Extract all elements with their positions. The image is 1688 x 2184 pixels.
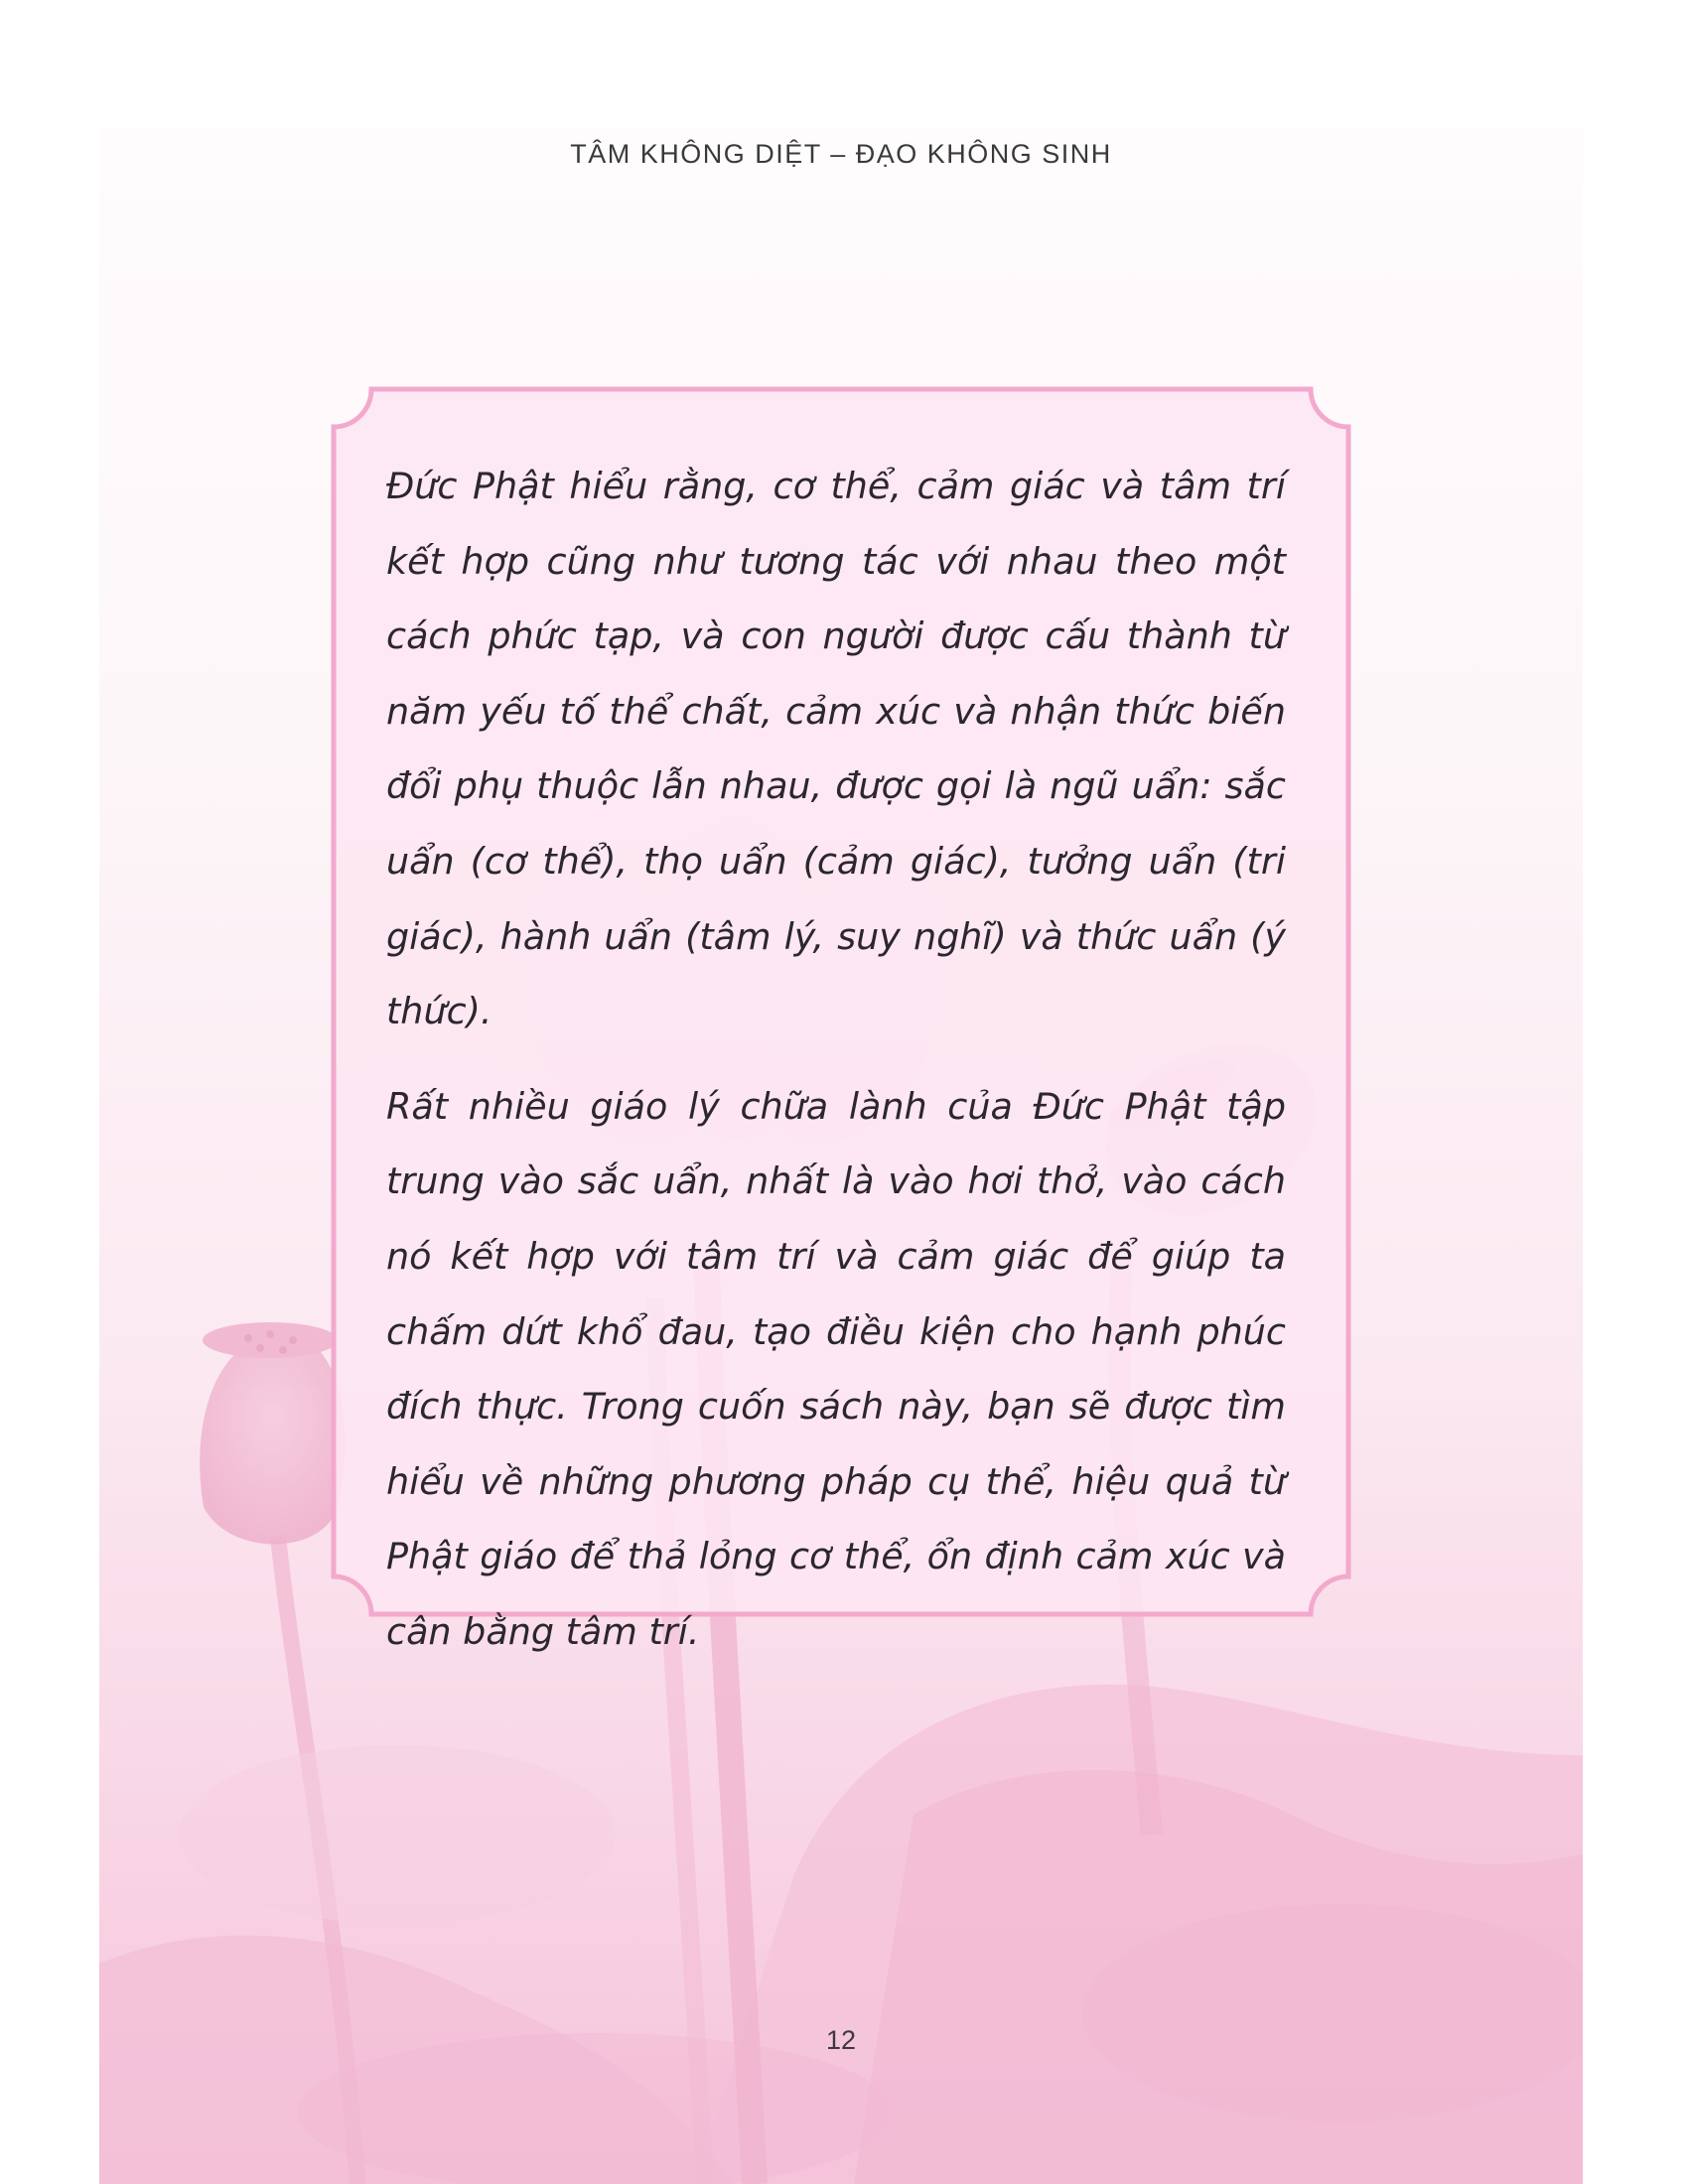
running-head: TÂM KHÔNG DIỆT – ĐẠO KHÔNG SINH	[570, 139, 1112, 169]
lotus-pod	[200, 1322, 345, 1545]
paragraph: Đức Phật hiểu rằng, cơ thể, cảm giác và tâm trí kết hợp cũng như tương tác với nhau theo một cách phức tạp, và con người được cấu thành từ năm yếu tố thể chất, cảm xúc và nhận thức biến đổi phụ thuộc lẫn nhau, được gọi là ngũ uẩn: sắc uẩn (cơ thể), thọ uẩn (cảm giác), tưởng uẩn (tri giác), hành uẩn (tâm lý, suy nghĩ) và thức uẩn (ý thức).	[386, 465, 1286, 1033]
frame-body-text	[386, 449, 1286, 1670]
page-number: 12	[825, 2025, 857, 2055]
text-frame	[328, 383, 1354, 1653]
paragraph: Rất nhiều giáo lý chữa lành của Đức Phật tập trung vào sắc uẩn, nhất là vào hơi thở, vào cách nó kết hợp với tâm trí và cảm giác để giúp ta chấm dứt khổ đau, tạo điều kiện cho hạnh phúc đích thực. Trong cuốn sách này, bạn sẽ được tìm hiểu về những phương pháp cụ thể, hiệu quả từ Phật giáo để thả lỏng cơ thể, ổn định cảm xúc và cân bằng tâm trí.	[386, 1084, 1286, 1653]
book-page	[99, 127, 1583, 2184]
